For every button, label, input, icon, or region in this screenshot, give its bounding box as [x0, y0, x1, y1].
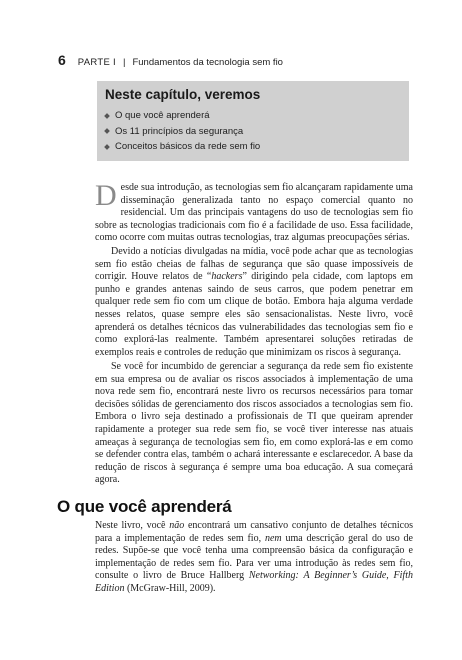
overview-item: Conceitos básicos da rede sem fio — [105, 139, 260, 155]
scope-paragraph: Neste livro, você não encontrará um cansativo conjunto de detalhes técnicos para a implementação de redes sem fio, nem uma descrição geral do uso de redes. Supõe-se que você tenha uma compreensão básica da configuração e implementação de redes sem fio. Para ver uma introdução às redes sem fio, consulte o livro de Bruce Hallberg Networking: A Beginner’s Guide, Fifth Edition (McGraw-Hill, 2009). — [95, 520, 413, 594]
section-heading: O que você aprenderá — [57, 497, 232, 516]
part-label: PARTE I — [77, 57, 116, 68]
running-header — [58, 52, 283, 68]
drop-cap: D — [95, 179, 117, 212]
intro-paragraph: Desde sua introdução, as tecnologias sem fio alcançaram rapidamente uma disseminação generalizada tanto no espaço comercial quanto no residencial. Um das principais vantagens do uso de tecnologias sem fio sobre as tecnologias tradicionais com fio é a facilidade de uso. Essa facilidade, como ocorre com muitas outras tecnologias, traz algumas preocupações sérias. — [95, 179, 413, 244]
section-title: Fundamentos da tecnologia sem fio — [132, 57, 283, 68]
bullet-icon — [104, 144, 110, 150]
overview-item: Os 11 princípios da segurança — [105, 124, 260, 140]
overview-title: Neste capítulo, veremos — [105, 87, 261, 102]
header-separator: | — [122, 57, 126, 68]
overview-item: O que você aprenderá — [105, 108, 260, 124]
overview-list — [105, 108, 260, 155]
book-title: Networking: A Beginner’s Guide, Fifth Edition — [95, 570, 413, 594]
emphasis-hackers: hackers — [211, 271, 243, 283]
page-number: 6 — [58, 52, 66, 68]
audience-paragraph: Se você for incumbido de gerenciar a segurança da rede sem fio existente em sua empresa ou de avaliar os riscos associados à implementação de uma nova rede sem fio, encontrará neste livro os recursos necessários para tomar decisões sólidas de gerenciamento dos riscos associados a tecnologias sem fio. Embora o livro seja destinado a profissionais de TI que queiram aprender rapidamente a proteger sua rede sem fio, se você tiver interesse nas atuais ameaças à segurança de tecnologias sem fio, em como explorá-las e em como se defender contra elas, também o achará interessante e esclarecedor. A base da redução de riscos à segurança é sempre uma boa educação. A sua começará agora. — [95, 361, 413, 486]
bullet-icon — [104, 128, 110, 134]
bullet-icon — [104, 113, 110, 119]
chapter-overview-box — [97, 81, 409, 161]
media-paragraph: Devido a notícias divulgadas na mídia, você pode achar que as tecnologias sem fio estão cheias de falhas de segurança que são quase impossíveis de corrigir. Houve relatos de “hackers” dirigindo pela cidade, com laptops em punho e grandes antenas saindo de seus carros, que podem penetrar em qualquer rede sem fio com um clique de botão. Embora haja alguma verdade nesses relatos, quase sempre eles são sensacionalistas. Neste livro, você aprenderá os detalhes técnicos das vulnerabilidades das tecnologias sem fio e como explorá-las realmente. Também apresentarei soluções retiradas de exemplos reais e controles de redução que minimizam os riscos à segurança. — [95, 246, 413, 358]
